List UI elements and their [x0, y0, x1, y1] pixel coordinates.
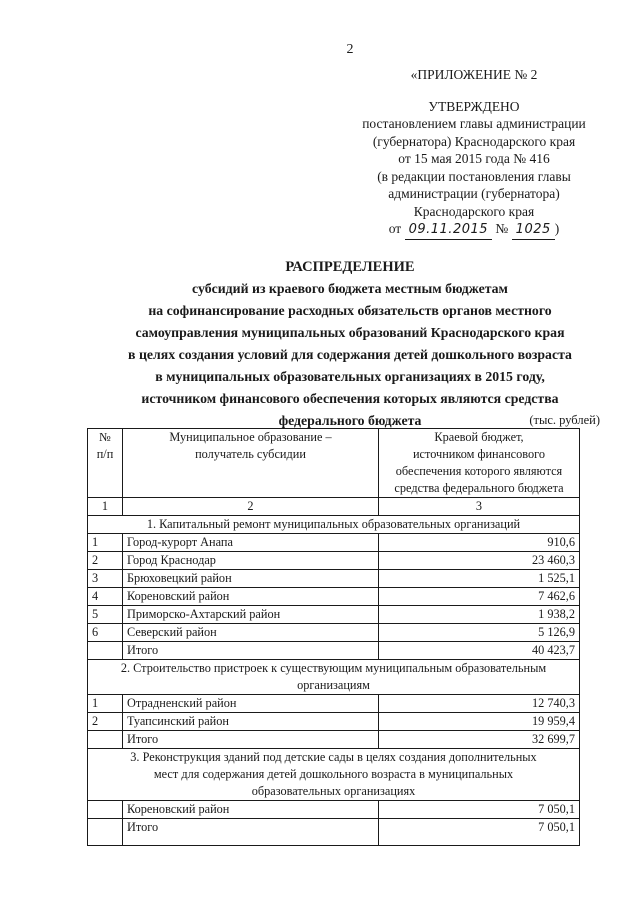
- row-number: [88, 731, 123, 749]
- row-number: 2: [88, 713, 123, 731]
- row-number: [88, 801, 123, 819]
- closing-paren: ): [554, 221, 560, 236]
- row-number: 6: [88, 624, 123, 642]
- number-prefix: №: [495, 221, 509, 236]
- document-title: [100, 256, 600, 432]
- row-municipality: Кореновский район: [123, 801, 379, 819]
- row-value: 7 462,6: [379, 588, 580, 606]
- header-text: источником финансового: [412, 447, 546, 461]
- header-municipality-cell: [123, 429, 379, 498]
- row-number: 1: [88, 534, 123, 552]
- column-index: 3: [379, 498, 580, 516]
- date-prefix: от: [388, 221, 402, 236]
- row-municipality: Кореновский район: [123, 588, 379, 606]
- row-value: 1 525,1: [379, 570, 580, 588]
- section-title-row: [88, 749, 580, 801]
- row-municipality: Северский район: [123, 624, 379, 642]
- header-text: Краевой бюджет,: [434, 430, 524, 444]
- section-title-row: [88, 516, 580, 534]
- section-title-line: организациям: [297, 678, 370, 692]
- approved-label: УТВЕРЖДЕНО: [428, 98, 520, 114]
- table-row: [88, 695, 580, 713]
- approval-line: от 15 мая 2015 года № 416: [398, 151, 550, 166]
- title-heading: РАСПРЕДЕЛЕНИЕ: [285, 259, 415, 275]
- header-budget-cell: [379, 429, 580, 498]
- row-value: 910,6: [379, 534, 580, 552]
- row-number: 4: [88, 588, 123, 606]
- column-index: 1: [88, 498, 123, 516]
- table-header-row: [88, 429, 580, 498]
- section-title-line: мест для содержания детей дошкольного возраста в муниципальных: [153, 767, 514, 781]
- row-number: 3: [88, 570, 123, 588]
- title-line: на софинансирование расходных обязательств органов местного: [148, 303, 552, 318]
- title-line: федерального бюджета: [278, 413, 422, 428]
- approval-line: администрации (губернатора): [388, 186, 560, 201]
- title-line: самоуправления муниципальных образований Краснодарского края: [135, 325, 565, 340]
- header-text: п/п: [96, 447, 114, 461]
- table-row: [88, 713, 580, 731]
- header-number-cell: [88, 429, 123, 498]
- row-municipality: Город Краснодар: [123, 552, 379, 570]
- page-number: 2: [346, 42, 354, 57]
- approval-line: Краснодарского края: [413, 203, 535, 219]
- header-text: №: [99, 430, 111, 444]
- row-municipality: Итого: [123, 819, 379, 846]
- approval-line: (губернатора) Краснодарского края: [372, 133, 576, 149]
- row-value: 32 699,7: [379, 731, 580, 749]
- header-text: обеспечения которого являются: [395, 464, 563, 478]
- approval-date-line: [340, 220, 608, 240]
- section-title-line: 3. Реконструкция зданий под детские сады в целях создания дополнительных: [130, 750, 537, 764]
- title-line: в муниципальных образовательных организациях в 2015 году,: [155, 369, 545, 384]
- header-text: получатель субсидии: [195, 447, 306, 461]
- row-value: 7 050,1: [379, 819, 580, 846]
- row-municipality: Приморско-Ахтарский район: [123, 606, 379, 624]
- approval-line: постановлением главы администрации: [362, 116, 586, 131]
- row-municipality: Отрадненский район: [123, 695, 379, 713]
- table-row: [88, 624, 580, 642]
- approval-line: (в редакции постановления главы: [377, 168, 571, 184]
- handwritten-number: 1025: [512, 221, 555, 240]
- table-row: [88, 606, 580, 624]
- table-row: [88, 534, 580, 552]
- row-municipality: Итого: [123, 642, 379, 660]
- row-value: 7 050,1: [379, 801, 580, 819]
- row-value: 23 460,3: [379, 552, 580, 570]
- table-row: [88, 570, 580, 588]
- table-total-row: [88, 819, 580, 846]
- row-number: 2: [88, 552, 123, 570]
- row-value: 5 126,9: [379, 624, 580, 642]
- column-index-row: [88, 498, 580, 516]
- row-municipality: Туапсинский район: [123, 713, 379, 731]
- row-value: 40 423,7: [379, 642, 580, 660]
- section-title-row: [88, 660, 580, 695]
- header-text: Муниципальное образование –: [169, 430, 332, 444]
- approval-block: [340, 66, 608, 240]
- table-total-row: [88, 731, 580, 749]
- column-index: 2: [123, 498, 379, 516]
- header-text: средства федерального бюджета: [394, 481, 564, 495]
- table-row: [88, 552, 580, 570]
- row-value: 1 938,2: [379, 606, 580, 624]
- appendix-label: «ПРИЛОЖЕНИЕ № 2: [410, 67, 538, 82]
- row-value: 19 959,4: [379, 713, 580, 731]
- title-line: источником финансового обеспечения которых являются средства: [141, 391, 559, 406]
- section-title: [88, 516, 580, 534]
- table-row: [88, 588, 580, 606]
- section-title-line: 2. Строительство пристроек к существующим муниципальным образовательным: [120, 661, 547, 675]
- row-number: [88, 819, 123, 846]
- units-label: (тыс. рублей): [529, 413, 600, 427]
- distribution-table: [87, 428, 580, 846]
- handwritten-date: 09.11.2015: [405, 221, 492, 240]
- row-value: 12 740,3: [379, 695, 580, 713]
- title-line: субсидий из краевого бюджета местным бюджетам: [192, 281, 508, 296]
- table-row: [88, 801, 580, 819]
- section-title: [88, 749, 580, 801]
- title-line: в целях создания условий для содержания детей дошкольного возраста: [128, 347, 572, 362]
- row-municipality: Итого: [123, 731, 379, 749]
- table-total-row: [88, 642, 580, 660]
- section-title-line: 1. Капитальный ремонт муниципальных образовательных организаций: [146, 517, 521, 531]
- row-number: 1: [88, 695, 123, 713]
- section-title: [88, 660, 580, 695]
- row-number: 5: [88, 606, 123, 624]
- row-number: [88, 642, 123, 660]
- section-title-line: образовательных организациях: [251, 784, 416, 798]
- row-municipality: Город-курорт Анапа: [123, 534, 379, 552]
- row-municipality: Брюховецкий район: [123, 570, 379, 588]
